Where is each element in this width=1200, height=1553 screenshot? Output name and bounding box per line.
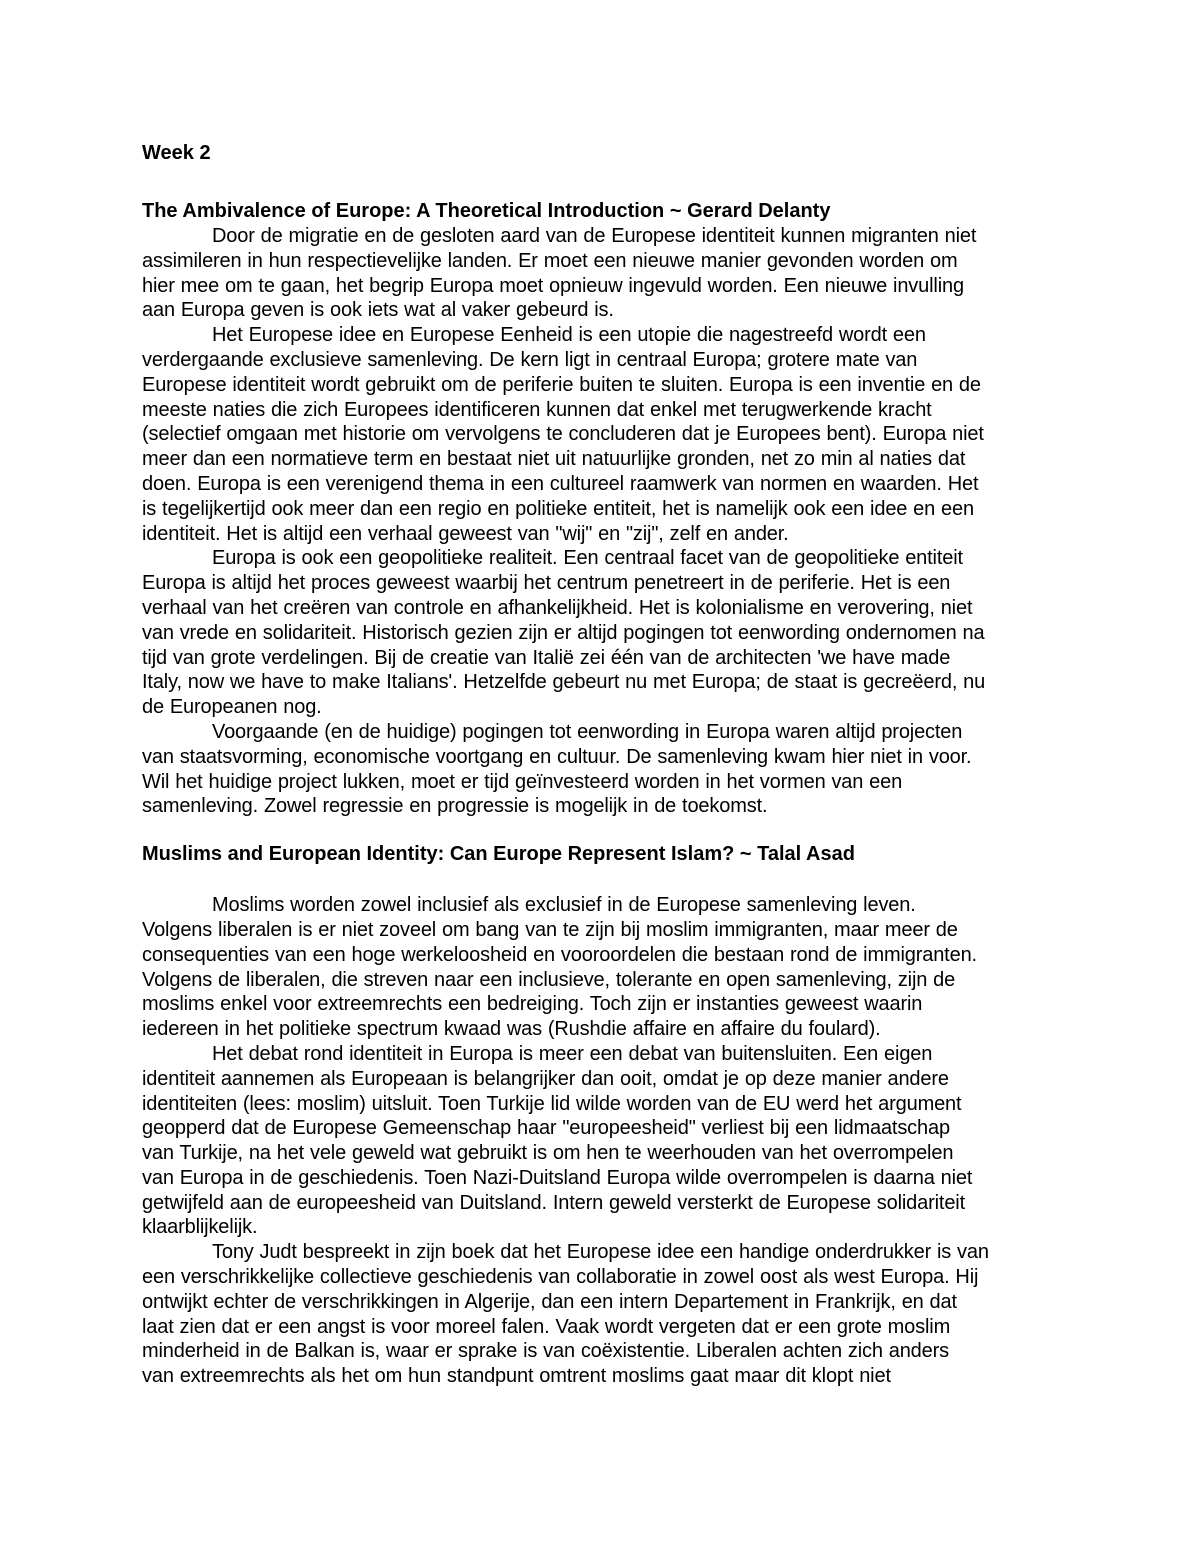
paragraph: Moslims worden zowel inclusief als exclusief in de Europese samenleving leven. Volgens liberalen is er niet zoveel om bang van te zijn bij moslim immigranten, maar meer de consequenties van een hoge werkeloosheid en vooroordelen die bestaan rond de immigranten. Volgens de liberalen, die streven naar een inclusieve, tolerante en open samenleving, zijn de moslims enkel voor extreemrechts een bedreiging. Toch zijn er instanties geweest waarin iedereen in het politieke spectrum kwaad was (Rushdie affaire en affaire du foulard). — [142, 894, 977, 1041]
section-delanty — [142, 199, 1067, 819]
paragraph: Het debat rond identiteit in Europa is meer een debat van buitensluiten. Een eigen identiteit aannemen als Europeaan is belangrijker dan ooit, omdat je op deze manier andere identiteiten (lees: moslim) uitsluit. Toen Turkije lid wilde worden van de EU werd het argument geopperd dat de Europese Gemeenschap haar "europeesheid" verliest bij een lidmaatschap van Turkije, na het vele geweld wat gebruikt is om hen te weerhouden van het overrompelen van Europa in de geschiedenis. Toen Nazi-Duitsland Europa wilde overrompelen is daarna niet getwijfeld aan de europeesheid van Duitsland. Intern geweld versterkt de Europese solidariteit klaarblijkelijk. — [142, 1042, 973, 1239]
section-title: Muslims and European Identity: Can Europe Represent Islam? ~ Talal Asad — [142, 843, 855, 866]
paragraph: Het Europese idee en Europese Eenheid is een utopie die nagestreefd wordt een verdergaande exclusieve samenleving. De kern ligt in centraal Europa; grotere mate van Europese identiteit wordt gebruikt om de periferie buiten te sluiten. Europa is een inventie en de meeste naties die zich Europees identificeren kunnen dat enkel met terugwerkende kracht (selectief omgaan met historie om vervolgens te concluderen dat je Europees bent). Europa niet meer dan een normatieve term en bestaat niet uit natuurlijke gronden, net zo min al naties dat doen. Europa is een verenigend thema in een cultureel raamwerk van normen en waarden. Het is tegelijkertijd ook meer dan een regio en politieke entiteit, het is namelijk ook een idee en een identiteit. Het is altijd een verhaal geweest van "wij" en "zij", zelf en ander. — [142, 324, 984, 545]
section-title: The Ambivalence of Europe: A Theoretical Introduction ~ Gerard Delanty — [142, 200, 831, 222]
section-asad — [142, 842, 1067, 1389]
week-title: Week 2 — [142, 142, 211, 164]
paragraph: Voorgaande (en de huidige) pogingen tot eenwording in Europa waren altijd projecten van staatsvorming, economische voortgang en cultuur. De samenleving kwam hier niet in voor. Wil het huidige project lukken, moet er tijd geïnvesteerd worden in het vormen van een samenleving. Zowel regressie en progressie is mogelijk in de toekomst. — [142, 720, 972, 818]
paragraph: Door de migratie en de gesloten aard van de Europese identiteit kunnen migranten niet assimileren in hun respectievelijke landen. Er moet een nieuwe manier gevonden worden om hier mee om te gaan, het begrip Europa moet opnieuw ingevuld worden. Een nieuwe invulling aan Europa geven is ook iets wat al vaker gebeurd is. — [142, 225, 977, 322]
document-page — [142, 141, 1067, 1389]
paragraph: Tony Judt bespreekt in zijn boek dat het Europese idee een handige onderdrukker is van een verschrikkelijke collectieve geschiedenis van collaboratie in zowel oost als west Europa. Hij ontwijkt echter de verschrikkingen in Algerije, dan een intern Departement in Frankrijk, en dat laat zien dat er een angst is voor moreel falen. Vaak wordt vergeten dat er een grote moslim minderheid in de Balkan is, waar er sprake is van coëxistentie. Liberalen achten zich anders van extreemrechts als het om hun standpunt omtrent moslims gaat maar dit klopt niet — [142, 1241, 989, 1388]
paragraph: Europa is ook een geopolitieke realiteit. Een centraal facet van de geopolitieke entiteit Europa is altijd het proces geweest waarbij het centrum penetreert in de periferie. Het is een verhaal van het creëren van controle en afhankelijkheid. Het is kolonialisme en verovering, niet van vrede en solidariteit. Historisch gezien zijn er altijd pogingen tot eenwording ondernomen na tijd van grote verdelingen. Bij de creatie van Italië zei één van de architecten 'we have made Italy, now we have to make Italians'. Hetzelfde gebeurt nu met Europa; de staat is gecreëerd, nu de Europeanen nog. — [142, 547, 986, 719]
